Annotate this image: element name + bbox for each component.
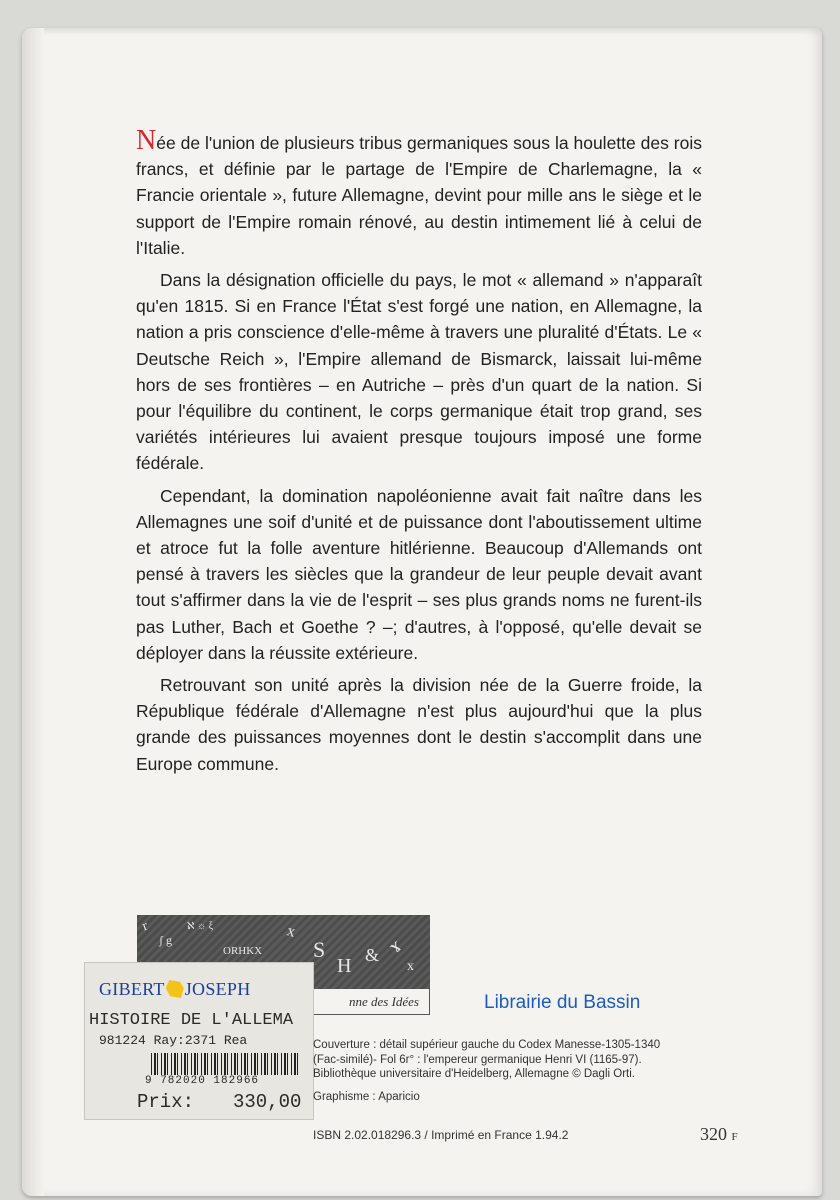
barcode [151, 1053, 301, 1075]
dropcap-letter: N [136, 125, 157, 156]
cover-price-value: 320 [700, 1124, 727, 1144]
collection-lettering-artwork: r ʃ g ℵ ☼ ξ ORHKX x S H & ɤ x [137, 915, 430, 989]
cover-price [700, 1124, 738, 1145]
credits-line-2: (Fac-similé)- Fol 6r° : l'empereur germanique Henri VI (1165-97). [313, 1053, 642, 1066]
price-sticker [84, 962, 314, 1120]
isbn-printing-line: ISBN 2.02.018296.3 / Imprimé en France 1.94.2 [313, 1128, 569, 1142]
collection-name: nne des Idées [137, 989, 430, 1015]
store-name-left: GIBERT [99, 979, 165, 999]
credits-line-3: Bibliothèque universitaire d'Heidelberg, Allemagne © Dagli Orti. [313, 1068, 635, 1080]
sticker-title-line: HISTOIRE DE L'ALLEMA [89, 1011, 294, 1030]
cover-credits [313, 1038, 733, 1104]
credits-graphisme: Graphisme : Aparicio [313, 1090, 420, 1103]
blurb-paragraph-1-text: ée de l'union de plusieurs tribus germaniques sous la houlette des rois francs, et définie par le partage de l'Empire de Charlemagne, la « Francie orientale », future Allemagne, devint pour mille ans le siège et le support de l'Empire romain rénové, au destin intimement lié à celui de l'Italie. [136, 133, 702, 258]
sticker-price-label: Prix: [137, 1091, 195, 1113]
blurb-paragraph-4: Retrouvant son unité après la division née de la Guerre froide, la République fédérale d'Allemagne n'est plus aujourd'hui que la plus grande des puissances moyennes dont le destin s'accomplit dans une Europe commune. [136, 675, 702, 774]
cover-price-unit: F [731, 1131, 738, 1143]
blurb-paragraph-3: Cependant, la domination napoléonienne avait fait naître dans les Allemagnes une soif d'unité et de puissance dont l'aboutissement ultime et atroce fut la folle aventure hitlérienne. Beaucoup d'Allemands ont pensé à travers les siècles que la grandeur de leur peuple devait avant tout s'affirmer dans la vie de l'esprit – ses plus grands noms ne furent-ils pas Luther, Bach et Goethe ? –; d'autres, à l'opposé, qu'elle devait se déployer dans la réussite extérieure. [136, 485, 702, 663]
bookseller-watermark: Librairie du Bassin [484, 992, 641, 1013]
sticker-price-value: 330,00 [233, 1091, 302, 1113]
france-map-icon [166, 980, 184, 998]
blurb-paragraph-1 [136, 125, 702, 261]
back-cover-blurb [136, 125, 702, 783]
sticker-store-name [99, 979, 251, 1000]
store-name-right: JOSEPH [184, 979, 251, 999]
credits-line-1: Couverture : détail supérieur gauche du Codex Manesse-1305-1340 [313, 1039, 661, 1051]
sticker-barcode-digits: 9 782020 182966 [145, 1075, 260, 1087]
blurb-paragraph-2: Dans la désignation officielle du pays, le mot « allemand » n'apparaît qu'en 1815. Si en France l'État s'est forgé une nation, en Allemagne, la nation a pris conscience d'elle-même à travers une pluralité d'États. Le « Deutsche Reich », l'Empire allemand de Bismarck, laissait lui-même hors de ses frontières – en Autriche – près d'un quart de la nation. Si pour l'équilibre du continent, le corps germanique était trop grand, ses variétés intérieures lui avaient presque toujours imposé une forme fédérale. [136, 270, 702, 474]
sticker-ref-line: 981224 Ray:2371 Rea [99, 1033, 248, 1048]
